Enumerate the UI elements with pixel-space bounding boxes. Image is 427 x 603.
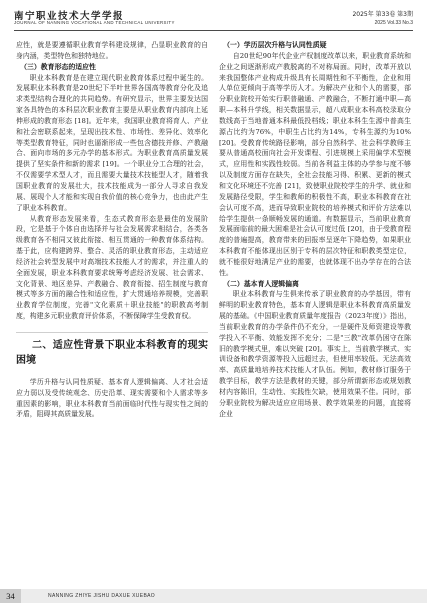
right-column (219, 40, 411, 420)
paragraph: 学历升格与认同性质疑、基本育人逻辑偏离、人才社会适应力弱以及受传统观念、历史沿革、现实需要和个人需求等多重因素的影响，职业本科教育当前面临时代性与现实性之间的矛盾，阻碍其高质量发展。 (16, 377, 208, 419)
footer-journal-name: NANNING ZHIYE JISHU DAXUE XUEBAO (48, 593, 156, 599)
paragraph: 应性，就是要遵循职业教育学科建设规律，凸显职业教育的自身内涵，类型特色和独特地位。 (16, 41, 208, 60)
left-column (16, 40, 208, 420)
subheading-education-form: （三）教育形态的适应性 (20, 62, 96, 71)
issue-info-en: 2025 Vol.33 No.3 (374, 20, 413, 26)
journal-title: 南宁职业技术大学学报 (14, 11, 125, 22)
issue-info-cn: 2025年 第33卷 第3期 (352, 11, 413, 18)
subheading-education-logic: （二）基本育人逻辑偏离 (223, 279, 299, 288)
page-footer (0, 589, 427, 603)
paragraph: 职业本科教育是在建立现代职业教育体系过程中诞生的。发展职业本科教育是20世纪下半叶世界各国高等教育分化及追求类型结构合理化的共同趋势。有研究显示，世界主要发达国家各具特色的本科层次职业教育主要是从职业教育内部向上延伸形成的教育形态 [18]。近年来，我国职业教育将育人、产业和社会密联系起来，呈现出技术性、市场性、差异化、效率化等类型教育特征，同时也逼渐形成一些包含德技并修、产教融合、面向市场的多元办学的基本形式。为职业教育高质量发展提供了坚实条件和新的需求 [19]。一个职业分工合理的社会，不仅需要学术型人才，而且需要大量技术技能型人才，随着我国职业教育的发展壮大，技术技能成为一部分人寻求自我发展、展现个人才能和实现自我价值的核心竞争力，也由此产生了职业本科教育。 (16, 73, 208, 212)
journal-subtitle: JOURNAL OF NANNING VOCATIONAL AND TECHNICAL UNIVERSITY (14, 20, 175, 25)
paragraph: 从教育形态发展来看，生态式教育形态是最佳的发展阶段，它是基于个体自由选择并与社会发展需求相结合，各类各级教育各不相同又彼此衔接、相互贯通的一种教育体系结构。基于此，应构建跨界、整合、灵活的职业教育形态，主动适应经济社会转型发展中对高端技术技能人才的需求，并注重人的全面发展，职业本科教育要求统筹考虑经济发展、社会需求、文化背景、地区差异、产教融合、教育衔接、招生制度与教育模式等多方面的融合性和适应性，扩大贯通培养规模，完善职业教育学位制度，完善"文化素质＋职业技能"的职教高考制度，构建多元职业教育评价体系，不断保障学生受教育权。 (16, 214, 208, 321)
divider (16, 332, 208, 333)
page-number: 34 (0, 589, 21, 603)
paragraph: 自20世纪90年代企业产权制度改革以来，职业教育系统和企业之间逐渐形成产教脱离的不对称局面。同时，改革开放以来我国整体产业构成升级具有长周期性和不平衡性，企业和用人单位更倾向于高等学历人才。为解决产业和个人的需要，部分职业院校开始实行职普融通、产教融合，不断打通中职—高职—本科升学线，相关数据显示，超八成职业本科高校录取分数线高于当地普通本科最低投档线；职业本科生生源中普高生源占比约为76%，中职生占比约为14%，专科生源约为10% [20]。受教育传统路径影响，部分自然科学、社会科学教师主要从普通高校面向社会开发课程、引进规模上采用偏学术型模式，应用性和实践性较弱。当前各利益主体的办学参与度不够以及制度方面存在缺失，全社会技能习得、积累、更新的模式和文化环境还不完善 [21]，致使职业院校学生的升学、就业和发展路径受限，学生和教师的积极性不高，职业本科教育在社会认可度不高，进而导致职业院校的培养模式和评价方法难以给学生提供一条顺畅发展的通道。有数据显示，当前职业教育发展面临前的最大困难是社会认可度过低 [20]，由于受教育程度的普遍提高，教育带来的回报率呈逐年下降趋势，如果职业本科教育不能体现出区别于专科的层次特征和职教类型定位，就不能很好地满足产业的需要，也就体现不出办学存在的合法性。 (219, 51, 411, 277)
paragraph: 职业本科教育与生俱来传承了职业教育的办学基因，带有鲜明的职业教育特色，基本育人逻辑是职业本科教育高质量发展的基础。《中国职业教育质量年度报告（2023年度）》指出，当前职业教育的办学条件仍不充分，一是硬件及师资建设等教学投入不平衡、效能发挥不充分；二是"三教"改革仍困守在陈旧的教学模式里，难以突破 [20]。事实上，当前教学模式、实训设备和教学资源等投入远超过去，但使用率较低。无法高效率、高质量地培养技术技能人才队伍。例如，教材修订服务于教学目标，教学方法是教材的关键，部分所谓新形态或规划教材内容陈旧，生动性、实践性欠缺，使用效果不佳。同时，部分职业院校为解决适应应用场景、教学效果差的问题，直接将企业 (219, 290, 411, 418)
page-header (14, 8, 413, 31)
subheading-degree-upgrade: （一）学历层次升格与认同性质疑 (223, 41, 327, 49)
section-heading: 二、适应性背景下职业本科教育的现实困境 (16, 339, 208, 366)
